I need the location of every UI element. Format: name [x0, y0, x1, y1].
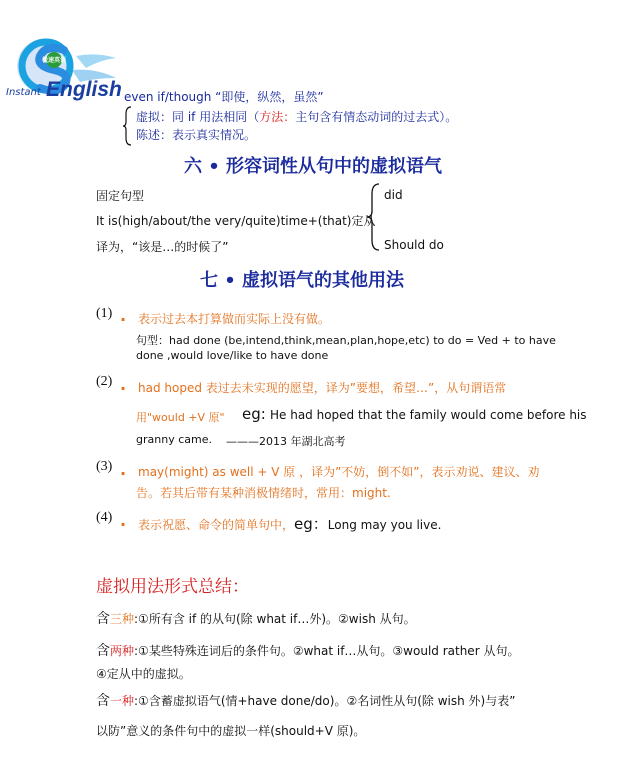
item2-example-cont: granny came.: [136, 433, 212, 446]
item1-pattern-cont: done ,would love/like to have done: [136, 349, 329, 362]
intro-statement-line: 陈述：表示真实情况。: [136, 128, 257, 142]
item2-number: (2): [96, 374, 113, 389]
summary-row-3: [96, 690, 515, 710]
item2-eg: eg:: [242, 405, 266, 423]
item2-description: had hoped 表过去未实现的愿望，译为”要想，希望…”，从句谓语常: [138, 381, 507, 395]
item4-description: [138, 513, 441, 534]
intro-virtual-a: 虚拟：同 if 用法相同（: [136, 110, 260, 124]
item2-source: ———2013 年湖北高考: [226, 435, 346, 448]
item4-text: 表示祝愿、命令的简单句中，: [138, 518, 295, 532]
intro-line: even if/though “即使，纵然，虽然”: [124, 90, 324, 104]
summary-row1-lead: 含: [96, 611, 110, 627]
summary-row1-kind: 三种: [110, 612, 135, 626]
intro-virtual-line: [136, 108, 457, 125]
summary-row1-text: :①所有含 if 的从句(除 what if…外)。②wish 从句。: [134, 612, 416, 626]
summary-row-2: [96, 640, 519, 660]
item1-description: 表示过去本打算做而实际上没有做。: [138, 312, 331, 326]
summary-row2-text: :①某些特殊连词后的条件句。②what if…从句。③would rather 从句。: [134, 644, 520, 658]
logo: [6, 36, 132, 106]
logo-english-text: English: [46, 78, 122, 101]
intro-method-label: 方法：: [259, 110, 296, 124]
summary-row2-lead: 含: [96, 643, 110, 659]
item1-dot: .: [120, 306, 127, 325]
summary-row3-lead: 含: [96, 693, 110, 709]
item4-number: (4): [96, 510, 113, 525]
item1-number: (1): [96, 306, 113, 321]
intro-brace: [122, 106, 132, 146]
item4-eg: eg：: [294, 515, 328, 533]
summary-row-1: [96, 608, 416, 628]
summary-row3-text: :①含蓄虚拟语气(情+have done/do)。②名词性从句(除 wish 外)与表”: [134, 694, 516, 708]
item3-description-cont: 告。若其后带有某种消极情绪时，常用：might.: [136, 486, 391, 500]
item3-number: (3): [96, 459, 113, 474]
section6-brace: [366, 182, 380, 252]
summary-row3-kind: 一种: [110, 694, 135, 708]
summary-title: 虚拟用法形式总结：: [96, 577, 249, 597]
section6-title: 六 • 形容词性从句中的虚拟语气: [184, 156, 443, 177]
item4-example: Long may you live.: [327, 518, 442, 532]
item3-description: may(might) as well + V 原 ，译为”不妨，倒不如”，表示劝说、建议、劝: [138, 465, 540, 479]
section6-translation: 译为，“该是…的时候了”: [96, 240, 229, 254]
logo-instant-text: Instant: [6, 87, 41, 98]
section6-fixed-label: 固定句型: [96, 189, 145, 203]
section6-pattern: It is(high/about/the very/quite)time+(that)定从: [96, 214, 376, 228]
item1-pattern: 句型：had done (be,intend,think,mean,plan,hope,etc) to do = Ved + to have: [136, 334, 556, 347]
item3-dot: .: [120, 460, 127, 479]
item2-dot: .: [120, 375, 127, 394]
logo-sub-text: 极速英语: [42, 57, 67, 64]
item2-usage: 用"would +V 原": [136, 411, 225, 424]
summary-row3-cont: 以防”意义的条件句中的虚拟一样(should+V 原)。: [96, 724, 366, 738]
summary-row2-cont: ④定从中的虚拟。: [96, 667, 191, 681]
intro-virtual-c: 主句含有情态动词的过去式）。: [295, 110, 458, 124]
item2-example: He had hoped that the family would come before his: [270, 408, 587, 422]
section6-option-did: did: [384, 188, 403, 202]
section7-title: 七 • 虚拟语气的其他用法: [200, 270, 405, 291]
section6-option-should-do: Should do: [384, 238, 444, 252]
item4-dot: .: [120, 511, 127, 530]
summary-row2-kind: 两种: [110, 644, 135, 658]
